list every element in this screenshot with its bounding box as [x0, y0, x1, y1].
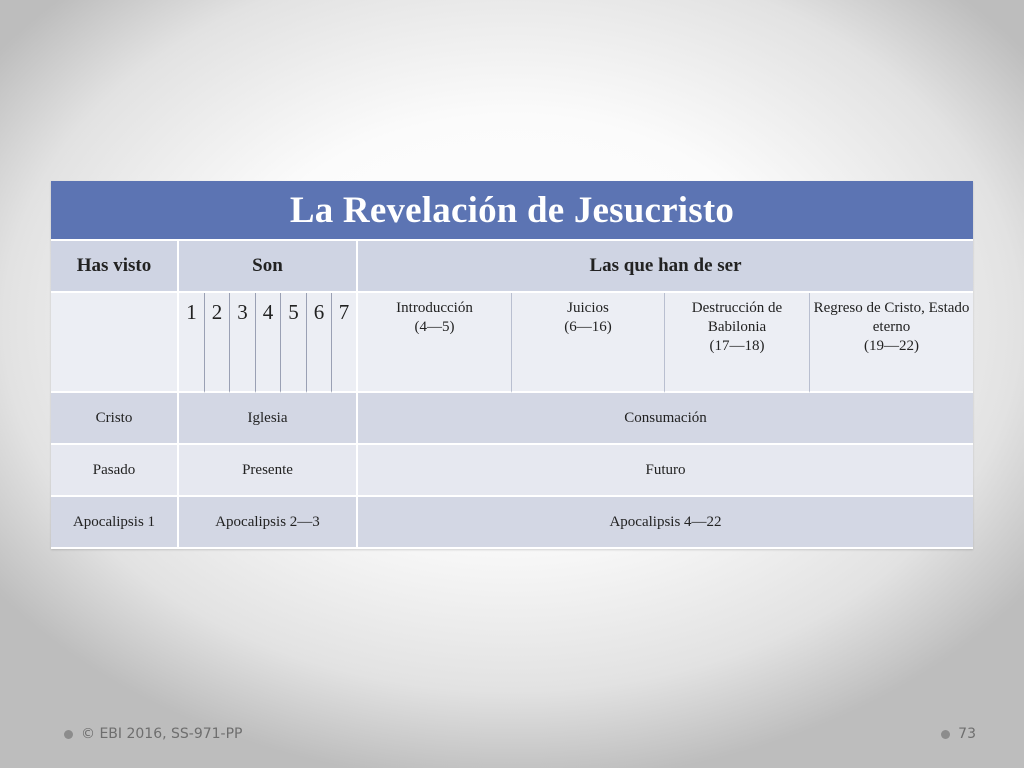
section-introduccion [358, 293, 512, 393]
table-cell: Consumación [358, 393, 973, 445]
chapter-6: 6 [307, 293, 332, 393]
revelation-table [51, 181, 973, 549]
table-cell: Futuro [358, 445, 973, 497]
section-name: Introducción [396, 300, 473, 316]
table-cell: Presente [179, 445, 358, 497]
section-juicios [512, 293, 665, 393]
section-name: Regreso de Cristo, Estado eterno [813, 300, 970, 335]
chapter-5: 5 [281, 293, 307, 393]
table-cell: Apocalipsis 2—3 [179, 497, 358, 549]
chapter-3: 3 [230, 293, 256, 393]
bullet-dot-icon [64, 730, 73, 739]
section-regreso [810, 293, 973, 393]
table-cell: Apocalipsis 4—22 [358, 497, 973, 549]
table-cell: Apocalipsis 1 [51, 497, 179, 549]
section-range: (4—5) [414, 319, 455, 335]
chapter-1: 1 [179, 293, 205, 393]
section-range: (6—16) [564, 319, 612, 335]
table-cell: Cristo [51, 393, 179, 445]
page-number: 73 [958, 726, 976, 742]
table-cell: Pasado [51, 445, 179, 497]
copyright-text: © EBI 2016, SS-971-PP [81, 726, 243, 742]
section-destruccion [665, 293, 810, 393]
section-range: (17—18) [709, 338, 765, 354]
section-name: Destrucción de Babilonia [691, 300, 783, 335]
chapter-2: 2 [205, 293, 230, 393]
header-son: Son [179, 241, 358, 293]
section-name: Juicios [567, 300, 609, 316]
header-has-visto: Has visto [51, 241, 179, 293]
blank-cell [51, 293, 179, 393]
table-title: La Revelación de Jesucristo [51, 181, 973, 241]
chapter-4: 4 [256, 293, 281, 393]
table-cell: Iglesia [179, 393, 358, 445]
footer-copyright [64, 726, 243, 742]
footer-page [941, 726, 976, 742]
bullet-dot-icon [941, 730, 950, 739]
header-las-que-han-de-ser: Las que han de ser [358, 241, 973, 293]
section-range: (19—22) [864, 338, 919, 354]
chapter-7: 7 [332, 293, 358, 393]
